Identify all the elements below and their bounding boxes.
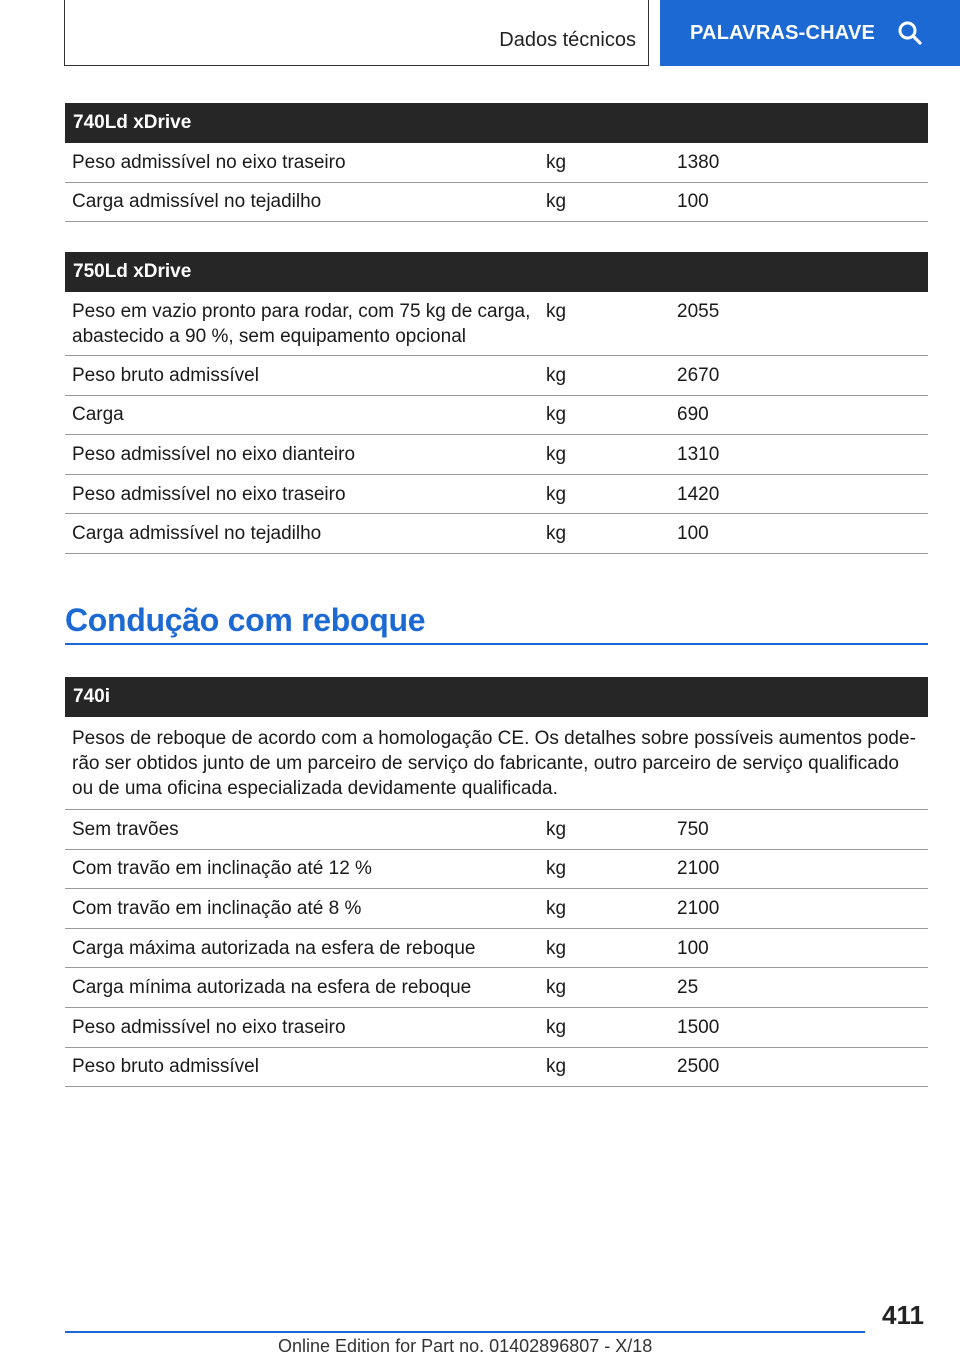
row-label: Peso bruto admissível: [72, 1056, 259, 1078]
row-value: 2055: [677, 301, 720, 322]
search-icon: [897, 20, 923, 46]
row-unit: kg: [546, 1056, 567, 1078]
row-label: Carga máxima autorizada na esfera de reboque: [72, 937, 476, 959]
table-description: Pesos de reboque de acordo com a homologação CE. Os detalhes sobre possíveis aumentos poderão ser obtidos junto de um parceiro de serviço do fabricante, outro parceiro de serviço qualificado ou de uma oficina especializada devidamente qualificada.: [65, 717, 928, 810]
row-value: 25: [677, 977, 699, 999]
page-number: 411: [882, 1300, 924, 1330]
table-750ld: [65, 252, 928, 554]
row-unit: kg: [546, 364, 567, 386]
table-row: [65, 514, 928, 554]
row-unit: kg: [546, 1016, 567, 1038]
header-section-title: Dados técnicos: [499, 29, 636, 51]
keywords-button[interactable]: [660, 0, 960, 66]
row-value: 1310: [677, 443, 720, 465]
table-740i: [65, 677, 928, 1087]
row-value: 1500: [677, 1016, 720, 1038]
table-row: [65, 292, 928, 356]
row-unit: kg: [546, 897, 567, 919]
row-value: 690: [677, 404, 709, 426]
row-value: 1420: [677, 483, 720, 505]
footer-edition: Online Edition for Part no. 01402896807 - X/18: [278, 1336, 653, 1356]
table-row: [65, 475, 928, 515]
row-unit: kg: [546, 443, 567, 465]
table-title: 750Ld xDrive: [65, 252, 928, 292]
row-label: Peso bruto admissível: [72, 364, 259, 386]
row-unit: kg: [546, 301, 567, 322]
table-row: [65, 968, 928, 1008]
section-divider: [65, 643, 928, 645]
row-value: 2100: [677, 858, 720, 880]
row-label: Carga admissível no tejadilho: [72, 191, 322, 213]
row-value: 100: [677, 523, 709, 545]
table-row: [65, 183, 928, 223]
row-unit: kg: [546, 937, 567, 959]
row-label: Carga mínima autorizada na esfera de reboque: [72, 977, 472, 999]
row-unit: kg: [546, 191, 567, 213]
table-row: [65, 810, 928, 850]
row-label: Carga admissível no tejadilho: [72, 523, 322, 545]
row-label: Peso em vazio pronto para rodar, com 75 kg de carga, abastecido a 90 %, sem equipamento opcional: [72, 301, 531, 347]
row-value: 2500: [677, 1056, 720, 1078]
row-unit: kg: [546, 523, 567, 545]
row-unit: kg: [546, 977, 567, 999]
row-label: Com travão em inclinação até 12 %: [72, 858, 372, 880]
table-740ld: [65, 103, 928, 222]
row-label: Peso admissível no eixo traseiro: [72, 151, 346, 173]
row-unit: kg: [546, 858, 567, 880]
footer-divider: [65, 1331, 865, 1333]
row-unit: kg: [546, 483, 567, 505]
row-value: 100: [677, 937, 709, 959]
row-value: 2670: [677, 364, 720, 386]
table-row: [65, 143, 928, 183]
row-value: 100: [677, 191, 709, 213]
row-unit: kg: [546, 818, 567, 840]
table-row: [65, 929, 928, 969]
row-value: 750: [677, 818, 709, 840]
table-row: [65, 889, 928, 929]
table-row: [65, 356, 928, 396]
row-label: Com travão em inclinação até 8 %: [72, 897, 362, 919]
row-value: 1380: [677, 151, 720, 173]
section-title: Condução com reboque: [65, 602, 426, 638]
row-label: Peso admissível no eixo traseiro: [72, 483, 346, 505]
row-label: Peso admissível no eixo traseiro: [72, 1016, 346, 1038]
header-section-box: [64, 0, 649, 66]
row-unit: kg: [546, 151, 567, 173]
table-row: [65, 850, 928, 890]
row-label: Sem travões: [72, 818, 179, 840]
table-row: [65, 1008, 928, 1048]
table-row: [65, 435, 928, 475]
table-title: 740Ld xDrive: [65, 103, 928, 143]
row-value: 2100: [677, 897, 720, 919]
table-title: 740i: [65, 677, 928, 717]
table-row: [65, 1048, 928, 1088]
row-label: Carga: [72, 404, 124, 426]
row-label: Peso admissível no eixo dianteiro: [72, 443, 356, 465]
row-unit: kg: [546, 404, 567, 426]
keywords-label: PALAVRAS-CHAVE: [690, 21, 876, 44]
table-row: [65, 396, 928, 436]
